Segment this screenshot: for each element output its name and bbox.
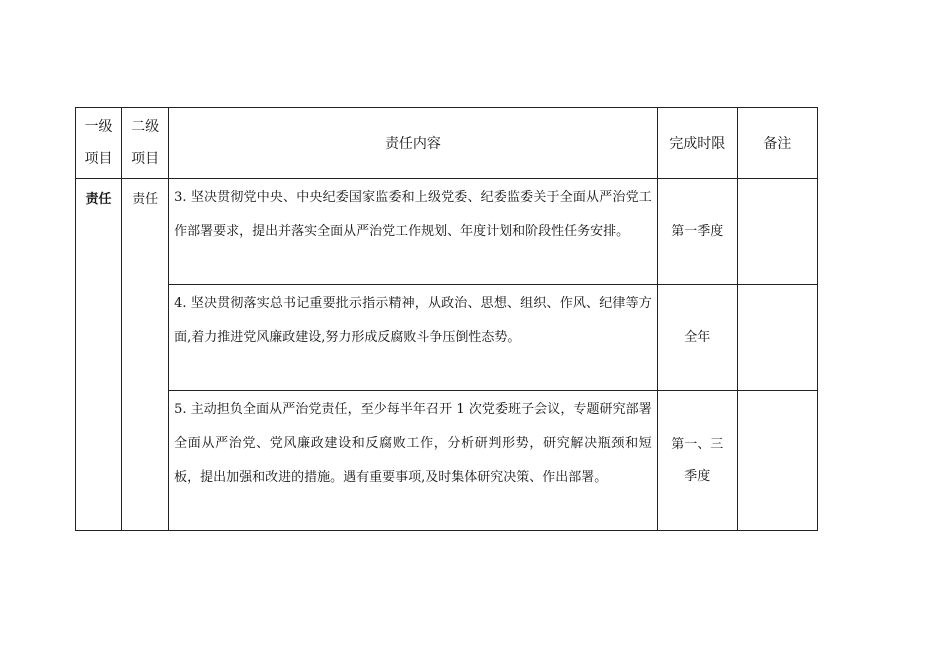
header-level1-line2: 项目 (84, 151, 113, 167)
remark-cell (737, 391, 817, 531)
remark-cell (737, 179, 817, 285)
level1-cell: 责任 (76, 179, 122, 531)
header-level2 (122, 108, 169, 179)
deadline-line: 第一、三 (671, 436, 724, 452)
header-level1-line1: 一级 (84, 119, 113, 135)
deadline-line: 季度 (684, 468, 711, 484)
responsibility-table (75, 107, 818, 531)
header-remark: 备注 (737, 108, 817, 179)
header-level2-line1: 二级 (131, 119, 160, 135)
table-row (76, 179, 818, 285)
deadline-line: 全年 (684, 329, 711, 345)
header-content: 责任内容 (169, 108, 658, 179)
deadline-cell (657, 285, 737, 391)
deadline-cell (657, 179, 737, 285)
content-cell: 5. 主动担负全面从严治党责任，至少每半年召开 1 次党委班子会议，专题研究部署全面从严治党、党风廉政建设和反腐败工作，分析研判形势，研究解决瓶颈和短板，提出加强和改进的措施。遇有重要事项,及时集体研究决策、作出部署。 (169, 391, 658, 531)
level2-cell: 责任 (122, 179, 169, 531)
remark-cell (737, 285, 817, 391)
header-row (76, 108, 818, 179)
content-cell: 4. 坚决贯彻落实总书记重要批示指示精神，从政治、思想、组织、作风、纪律等方面,着力推进党风廉政建设,努力形成反腐败斗争压倒性态势。 (169, 285, 658, 391)
table-row (76, 285, 818, 391)
header-level2-line2: 项目 (131, 151, 160, 167)
header-level1 (76, 108, 122, 179)
deadline-line: 第一季度 (671, 223, 724, 239)
deadline-cell (657, 391, 737, 531)
table-row (76, 391, 818, 531)
header-deadline: 完成时限 (657, 108, 737, 179)
content-cell: 3. 坚决贯彻党中央、中央纪委国家监委和上级党委、纪委监委关于全面从严治党工作部署要求，提出并落实全面从严治党工作规划、年度计划和阶段性任务安排。 (169, 179, 658, 285)
